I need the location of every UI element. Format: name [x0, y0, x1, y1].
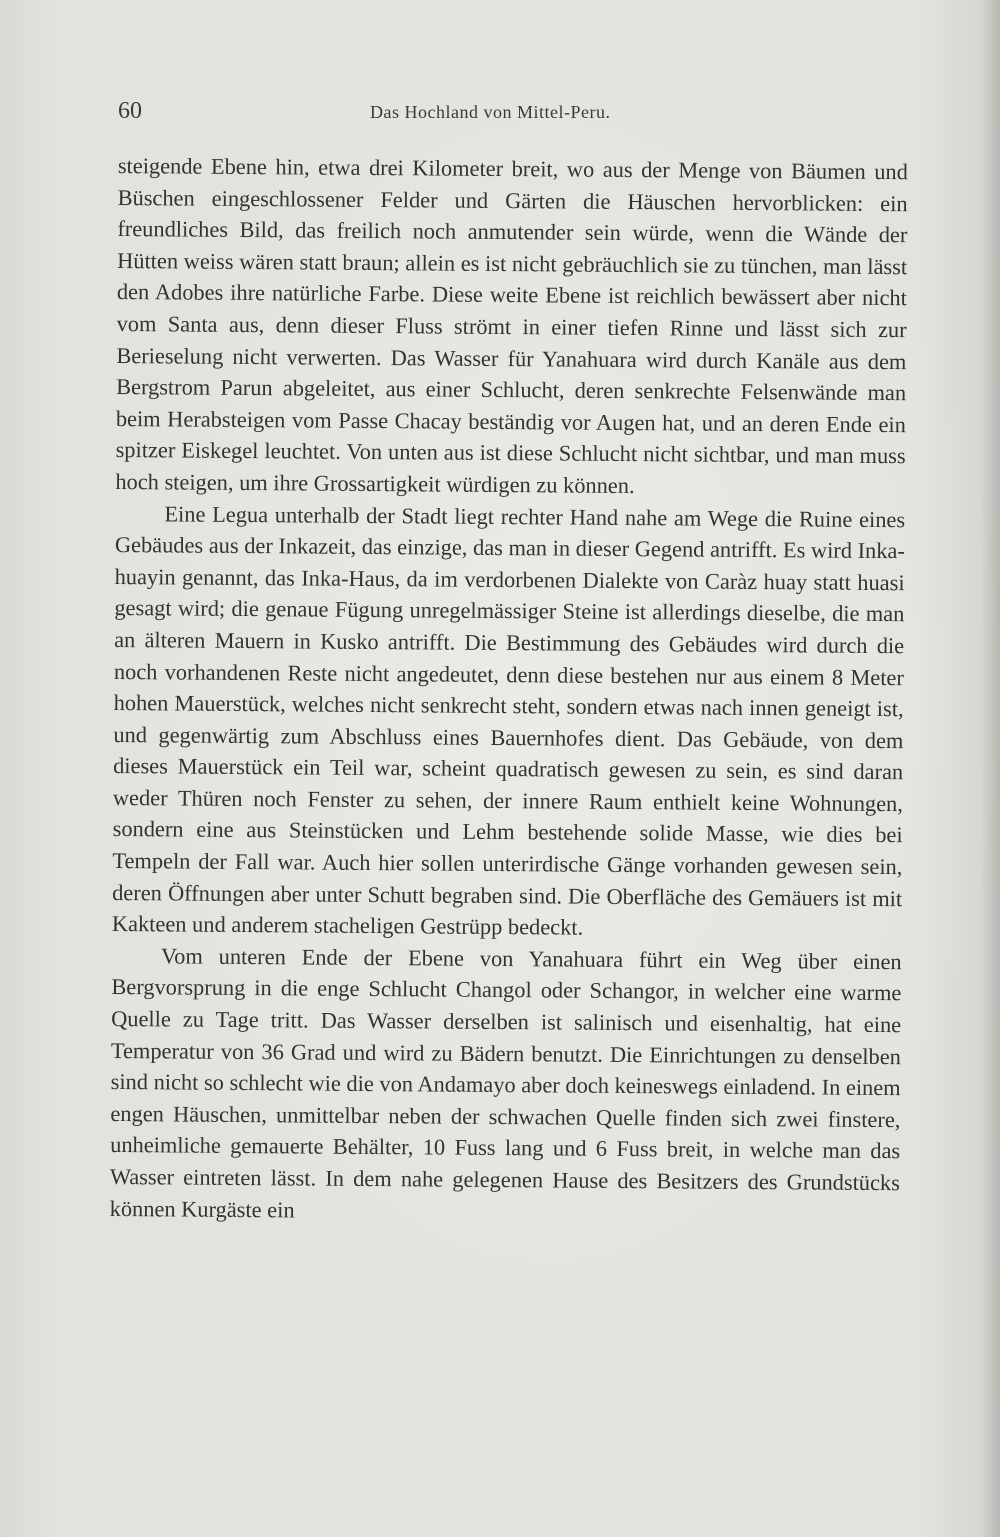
paragraph: Vom unteren Ende der Ebene von Yanahuara führt ein Weg über einen Bergvorsprung in die enge Schlucht Changol oder Schangor, in welcher eine warme Quelle zu Tage tritt. Das Wasser derselben ist salinisch und eisenhaltig, hat eine Temperatur von 36 Grad und wird zu Bädern benutzt. Die Einrichtungen zu denselben sind nicht so schlecht wie die von Andamayo aber doch keineswegs einladend. In einem engen Häuschen, unmittelbar neben der schwachen Quelle finden sich zwei finstere, unheimliche gemauerte Behälter, 10 Fuss lang und 6 Fuss breit, in welche man das Wasser eintreten lässt. In dem nahe gelegenen Hause des Besitzers des Grundstücks können Kurgäste ein: [109, 943, 902, 1223]
paragraph: Eine Legua unterhalb der Stadt liegt rechter Hand nahe am Wege die Ruine eines Gebäudes aus der Inkazeit, das einzige, das man in dieser Gegend antrifft. Es wird Inka-huayin genannt, das Inka-Haus, da im verdorbenen Dialekte von Caràz huay statt huasi gesagt wird; die genaue Fügung unregelmässiger Steine ist allerdings dieselbe, die man an älteren Mauern in Kusko antrifft. Die Bestimmung des Gebäudes wird durch die noch vorhandenen Reste nicht angedeutet, denn diese bestehen nur aus einem 8 Meter hohen Mauerstück, welches nicht senkrecht steht, sondern etwas nach innen geneigt ist, und gegenwärtig zum Abschluss eines Bauernhofes dient. Das Gebäude, von dem dieses Mauerstück ein Teil war, scheint quadratisch gewesen zu sein, es sind daran weder Thüren noch Fenster zu sehen, der innere Raum enthielt keine Wohnungen, sondern eine aus Steinstücken und Lehm bestehende solide Masse, wie dies bei Tempeln der Fall war. Auch hier sollen unterirdische Gänge vorhanden gewesen sein, deren Öffnungen aber unter Schutt begraben sind. Die Oberfläche des Gemäuers ist mit Kakteen und anderem stacheligen Gestrüpp bedeckt.: [111, 500, 906, 940]
paragraph: steigende Ebene hin, etwa drei Kilometer breit, wo aus der Menge von Bäumen und Büschen eingeschlossener Felder und Gärten die Häuschen hervorblicken: ein freundliches Bild, das freilich noch anmutender sein würde, wenn die Wände der Hütten weiss wären statt braun; allein es ist nicht gebräuchlich sie zu tünchen, man lässt den Adobes ihre natürliche Farbe. Diese weite Ebene ist reichlich bewässert aber nicht vom Santa aus, denn dieser Fluss strömt in einer tiefen Rinne und lässt sich zur Berieselung nicht verwerten. Das Wasser für Yanahuara wird durch Kanäle aus dem Bergstrom Parun abgeleitet, aus einer Schlucht, deren senkrechte Felsenwände man beim Herabsteigen vom Passe Chacay beständig vor Augen hat, und an deren Ende ein spitzer Eiskegel leuchtet. Von unten aus ist diese Schlucht nicht sichtbar, und man muss hoch steigen, um ihre Grossartigkeit würdigen zu können.: [115, 152, 908, 499]
running-head: Das Hochland von Mittel-Peru.: [370, 102, 611, 122]
page-number: 60: [118, 98, 142, 124]
page-gutter-shadow: [980, 0, 1000, 1537]
page-header: [118, 96, 908, 130]
body-text: [110, 150, 908, 1230]
